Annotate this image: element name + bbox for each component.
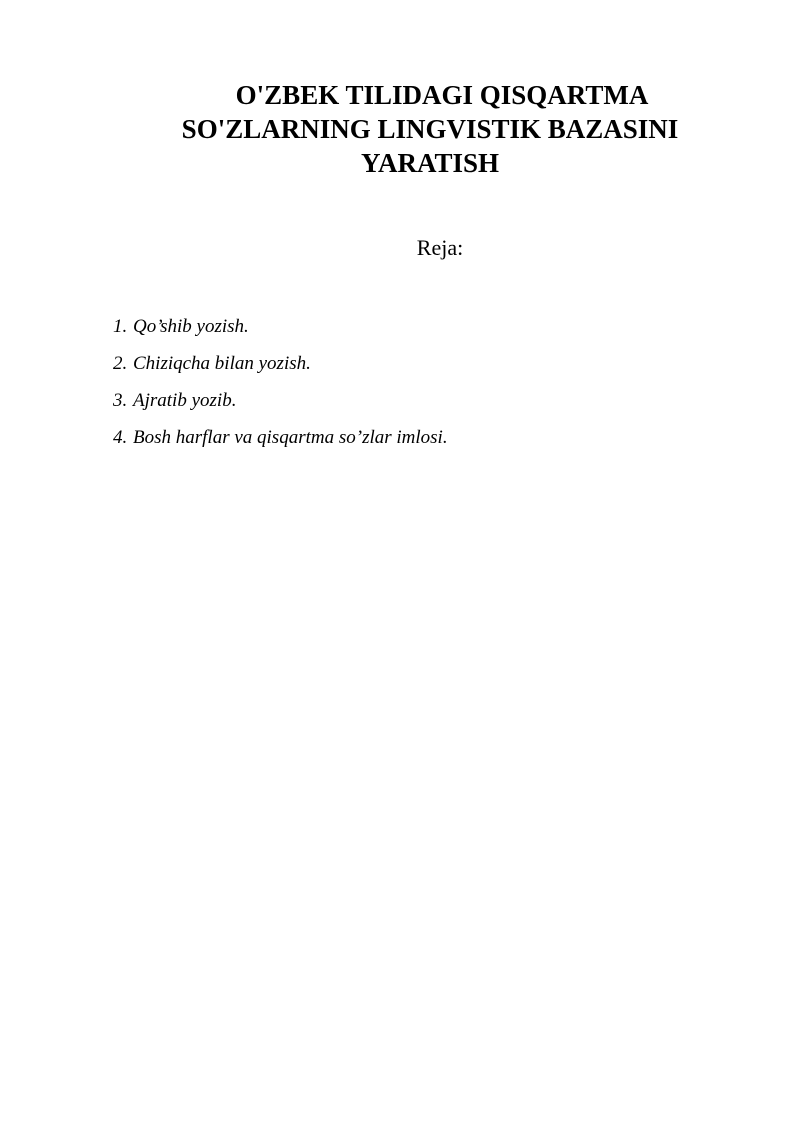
plan-item-number: 4.: [113, 427, 128, 448]
plan-item-number: 2.: [113, 353, 128, 374]
title-line-2: SO'ZLARNING LINGVISTIK BAZASINI: [181, 114, 679, 144]
plan-list: [113, 314, 448, 462]
plan-item-3: [113, 388, 448, 414]
plan-item-text: Chiziqcha bilan yozish.: [133, 353, 311, 374]
plan-item-text: Bosh harflar va qisqartma so’zlar imlosi.: [133, 427, 448, 448]
plan-heading: Reja:: [416, 235, 464, 260]
plan-item-text: Qo’shib yozish.: [133, 316, 249, 337]
plan-item-number: 3.: [113, 390, 128, 411]
title-line-3: YARATISH: [360, 148, 500, 178]
plan-item-text: Ajratib yozib.: [133, 390, 237, 411]
plan-item-number: 1.: [113, 316, 128, 337]
plan-item-2: [113, 351, 448, 377]
plan-item-1: [113, 314, 448, 340]
plan-item-4: [113, 425, 448, 451]
document-title: [140, 78, 720, 180]
title-line-1: O'ZBEK TILIDAGI QISQARTMA: [235, 80, 649, 110]
